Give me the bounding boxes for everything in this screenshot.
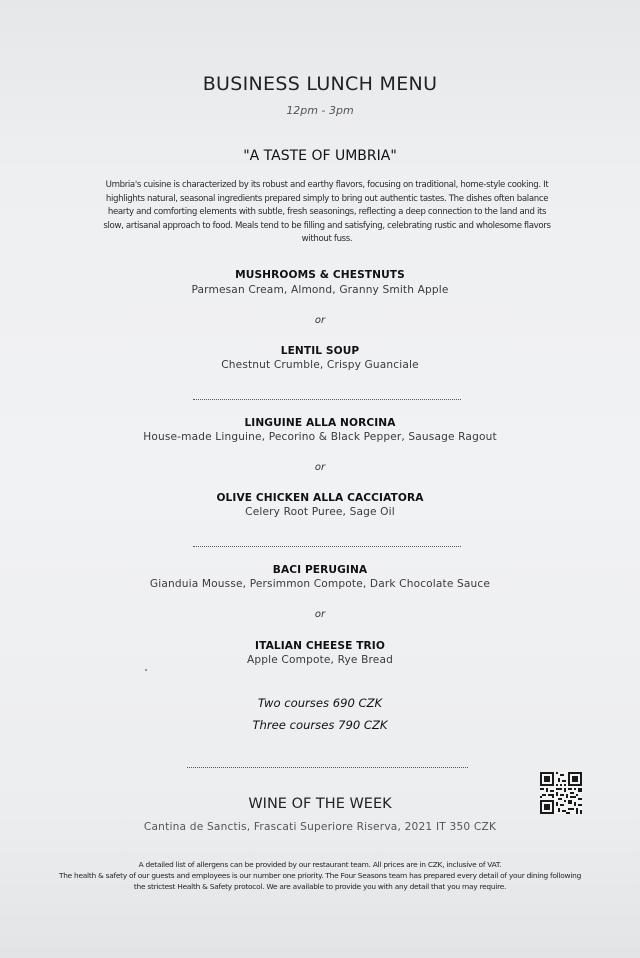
theme-intro [74, 179, 580, 247]
dish-name-mushrooms: MUSHROOMS & CHESTNUTS [235, 269, 405, 281]
or-separator: or [314, 315, 326, 326]
dish-desc-mushrooms: Parmesan Cream, Almond, Granny Smith Apple [191, 284, 449, 296]
footer-safety: The health & safety of our guests and employees is our number one priority. The Four Seasons team has prepared every detail of your dining following [58, 871, 582, 880]
dish-name-olive-chicken: OLIVE CHICKEN ALLA CACCIATORA [216, 492, 424, 504]
intro-line: without fuss. [301, 234, 353, 245]
qr-code-icon[interactable] [540, 772, 582, 814]
dish-desc-baci-perugina: Gianduia Mousse, Persimmon Compote, Dark Chocolate Sauce [149, 578, 491, 590]
footer-protocol: the strictest Health & Safety protocol. We are available to provide you with any detail that you may require. [133, 882, 507, 891]
wine-description: Cantina de Sanctis, Frascati Superiore Riserva, 2021 IT 350 CZK [143, 821, 497, 833]
intro-line: hearty and comforting elements with subtle, fresh seasonings, reflecting a deep connection to the land and its [107, 207, 547, 218]
wine-title: WINE OF THE WEEK [248, 796, 392, 812]
dish-name-lentil-soup: LENTIL SOUP [280, 345, 360, 357]
dish-name-linguine: LINGUINE ALLA NORCINA [244, 417, 396, 429]
price-two-courses: Two courses 690 CZK [257, 696, 383, 710]
service-hours: 12pm - 3pm [286, 104, 354, 117]
section-divider [187, 767, 468, 768]
dish-desc-lentil-soup: Chestnut Crumble, Crispy Guanciale [221, 359, 419, 371]
dish-name-cheese-trio: ITALIAN CHEESE TRIO [255, 640, 385, 652]
dish-desc-olive-chicken: Celery Root Puree, Sage Oil [245, 506, 395, 518]
price-three-courses: Three courses 790 CZK [252, 718, 388, 732]
or-separator: or [314, 609, 326, 620]
menu-title: BUSINESS LUNCH MENU [202, 73, 438, 95]
dish-name-baci-perugina: BACI PERUGINA [272, 564, 368, 576]
footer-allergens: A detailed list of allergens can be provided by our restaurant team. All prices are in CZK, inclusive of VAT. [138, 860, 502, 869]
dish-desc-cheese-trio: Apple Compote, Rye Bread [247, 654, 393, 666]
intro-line: highlights natural, seasonal ingredients prepared simply to bring out authentic tastes. The dishes often balance [105, 193, 549, 204]
intro-line: slow, artisanal approach to food. Meals tend to be filling and satisfying, celebrating rustic and wholesome flavors [103, 220, 551, 231]
theme-title: "A TASTE OF UMBRIA" [243, 148, 397, 164]
intro-line: Umbria's cuisine is characterized by its robust and earthy flavors, focusing on traditional, home-style cooking. It [105, 180, 549, 190]
dish-desc-linguine: House-made Linguine, Pecorino & Black Pepper, Sausage Ragout [143, 431, 497, 443]
or-separator: or [314, 462, 326, 473]
section-divider [193, 546, 461, 547]
section-divider [193, 399, 461, 400]
paper-speck [145, 669, 147, 671]
